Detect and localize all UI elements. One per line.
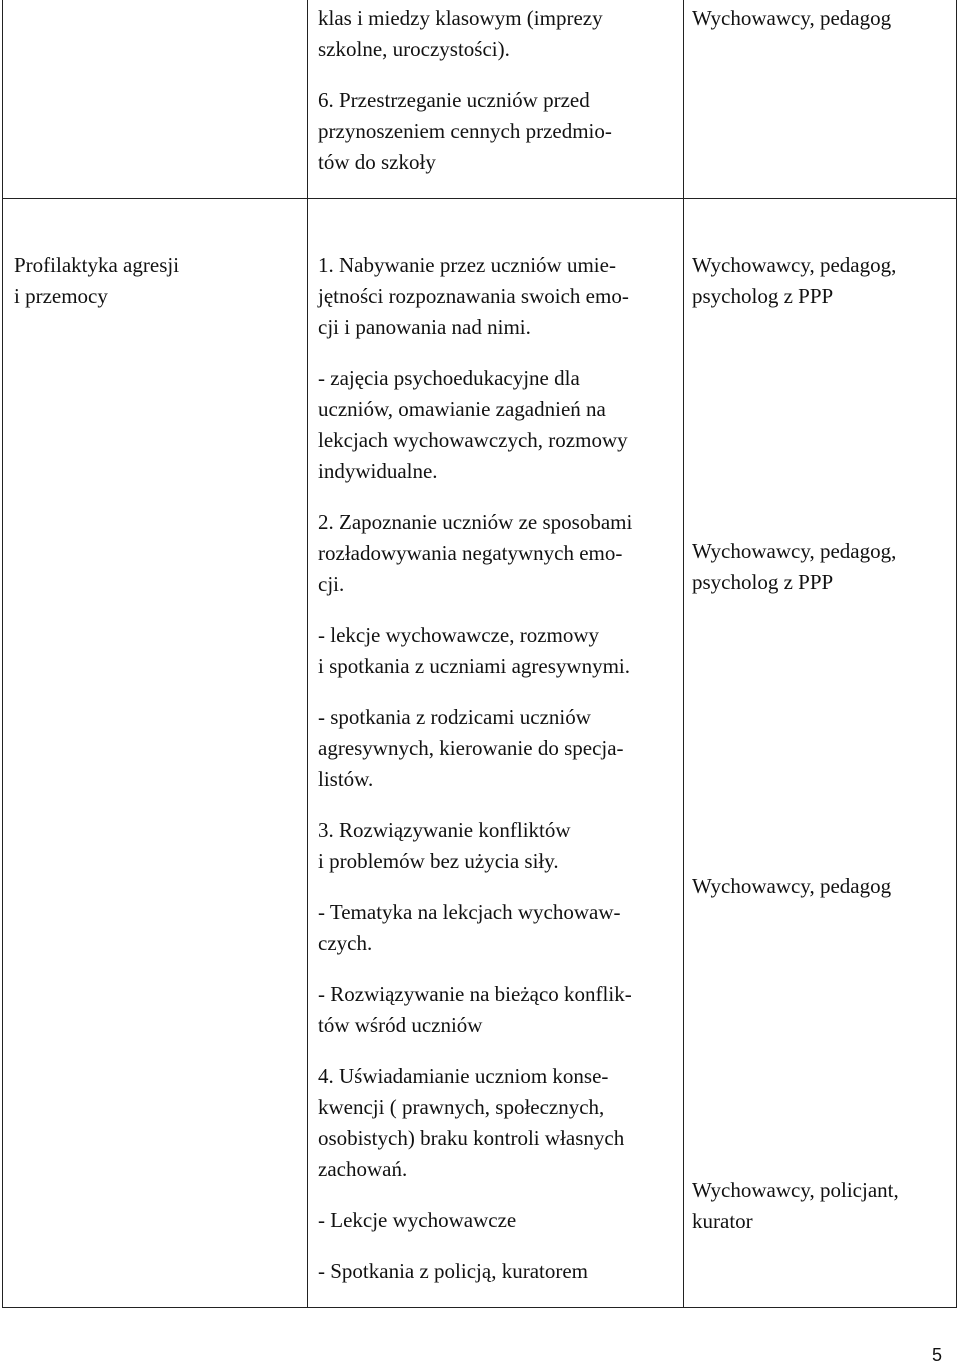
row2-responsible-line: psycholog z PPP (692, 570, 834, 594)
row2-activity-line: zachowań. (318, 1157, 408, 1181)
row2-activity-line: i spotkania z uczniami agresywnymi. (318, 654, 630, 678)
page-number: 5 (931, 1345, 942, 1365)
row2-activity-line: lekcjach wychowawczych, rozmowy (318, 428, 628, 452)
row1-activity-line-4: przynoszeniem cennych przedmio- (318, 119, 612, 143)
row2-activity-line: - Tematyka na lekcjach wychowaw- (318, 900, 621, 924)
row2-responsible-line: kurator (692, 1209, 753, 1233)
column-divider-2 (683, 0, 684, 1307)
row1-activity-line-1: klas i miedzy klasowym (imprezy (318, 6, 603, 30)
row2-activity-line: uczniów, omawianie zagadnień na (318, 397, 606, 421)
row2-activity-line: czych. (318, 931, 373, 955)
row2-activity-line: i problemów bez użycia siły. (318, 849, 559, 873)
row2-activity-line: 4. Uświadamianie uczniom konse- (318, 1064, 609, 1088)
row2-activity-line: - spotkania z rodzicami uczniów (318, 705, 591, 729)
row2-activity-line: cji i panowania nad nimi. (318, 315, 531, 339)
row2-topic-line-2: i przemocy (14, 284, 108, 308)
row2-activity-line: indywidualne. (318, 459, 438, 483)
row2-responsible-line: Wychowawcy, policjant, (692, 1178, 899, 1202)
row1-activity-line-3: 6. Przestrzeganie uczniów przed (318, 88, 590, 112)
row2-responsible-line: Wychowawcy, pedagog (692, 874, 892, 898)
row2-responsible-line: psycholog z PPP (692, 284, 834, 308)
row2-activity-line: - zajęcia psychoedukacyjne dla (318, 366, 580, 390)
row2-activity-line: agresywnych, kierowanie do specja- (318, 736, 624, 760)
row1-activity-line-2: szkolne, uroczystości). (318, 37, 510, 61)
row2-activity-line: rozładowywania negatywnych emo- (318, 541, 623, 565)
row2-topic-line-1: Profilaktyka agresji (14, 253, 180, 277)
row2-activity-line: 2. Zapoznanie uczniów ze sposobami (318, 510, 633, 534)
row2-activity-line: tów wśród uczniów (318, 1013, 483, 1037)
row-divider (3, 198, 956, 199)
row2-activity-line: cji. (318, 572, 345, 596)
activities-table (2, 0, 957, 1308)
row1-activity-line-5: tów do szkoły (318, 150, 436, 174)
column-divider-1 (307, 0, 308, 1307)
row1-responsible: Wychowawcy, pedagog (692, 6, 892, 30)
row2-responsible-line: Wychowawcy, pedagog, (692, 539, 897, 563)
row2-activity-line: - Rozwiązywanie na bieżąco konflik- (318, 982, 632, 1006)
row2-activity-line: 3. Rozwiązywanie konfliktów (318, 818, 571, 842)
row2-activity-line: kwencji ( prawnych, społecznych, (318, 1095, 605, 1119)
row2-activity-line: - Lekcje wychowawcze (318, 1208, 517, 1232)
row2-responsible-line: Wychowawcy, pedagog, (692, 253, 897, 277)
row2-activity-line: listów. (318, 767, 374, 791)
row2-activity-line: - lekcje wychowawcze, rozmowy (318, 623, 600, 647)
row2-activity-line: 1. Nabywanie przez uczniów umie- (318, 253, 616, 277)
row2-activity-line: - Spotkania z policją, kuratorem (318, 1259, 588, 1283)
row2-activity-line: osobistych) braku kontroli własnych (318, 1126, 625, 1150)
row2-activity-line: jętności rozpoznawania swoich emo- (318, 284, 629, 308)
